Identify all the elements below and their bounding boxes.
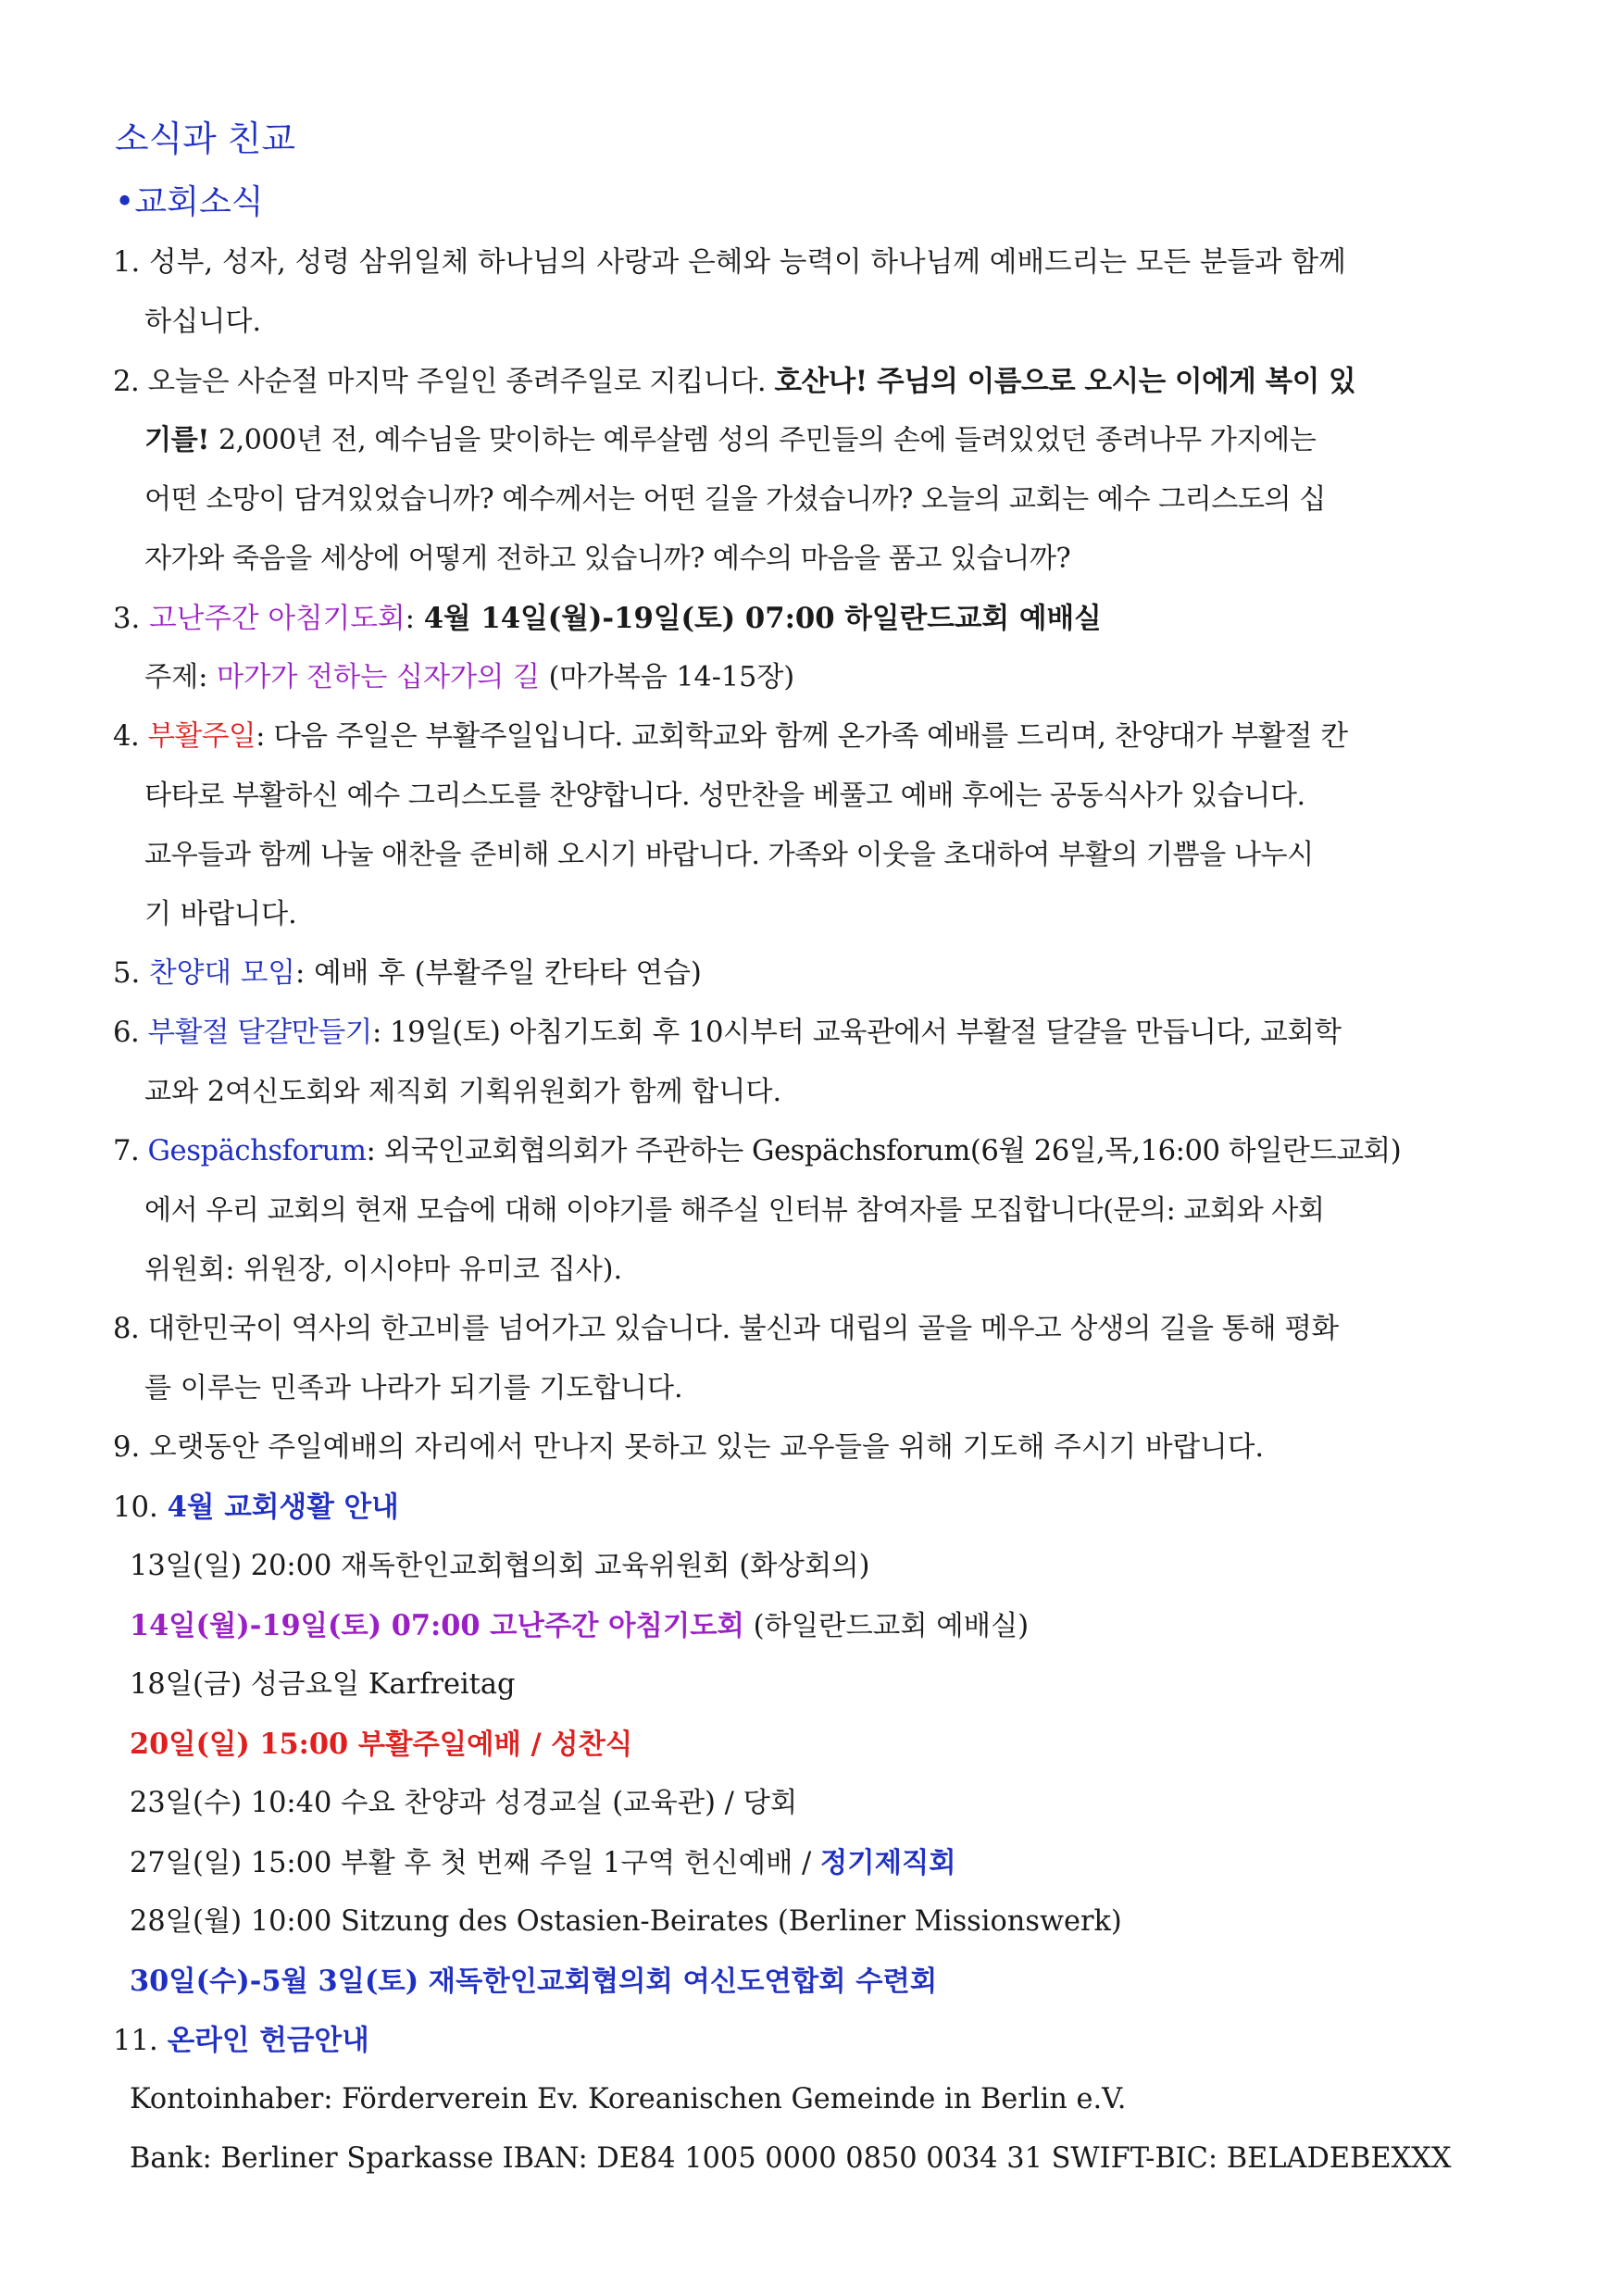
- schedule-entry-text: 27일(일) 15:00 부활 후 첫 번째 주일 1구역 헌신예배 /: [130, 1847, 820, 1879]
- section-title: 소식과 친교: [115, 119, 295, 159]
- schedule-entry-retreat: 30일(수)-5월 3일(토) 재독한인교회협의회 여신도연합회 수련회: [130, 1965, 938, 1998]
- news-item-7-line-2: 에서 우리 교회의 현재 모습에 대해 이야기를 해주실 인터뷰 참여자를 모집합니다(문의: 교회와 사회: [144, 1194, 1325, 1227]
- item-text: 대한민국이 역사의 한고비를 넘어가고 있습니다. 불신과 대립의 골을 메우고 상생의 길을 통해 평화: [147, 1313, 1339, 1345]
- news-item-7-line-3: 위원회: 위원장, 이시야마 유미코 집사).: [144, 1254, 623, 1286]
- news-item-6: [0, 1015, 1623, 1052]
- item-number: 6.: [113, 1017, 140, 1049]
- item-text: : 다음 주일은 부활주일입니다. 교회학교와 함께 온가족 예배를 드리며, 찬양대가 부활절 칸: [256, 720, 1348, 753]
- news-item-4-line-2: 타타로 부활하신 예수 그리스도를 찬양합니다. 성만찬을 베풀고 예배 후에는 공동식사가 있습니다.: [144, 780, 1305, 812]
- news-item-3: [0, 600, 1623, 638]
- item-text-bold: 호산나! 주님의 이름으로 오시는 이에게 복이 있: [774, 365, 1356, 398]
- item-text: 2,000년 전, 예수님을 맞이하는 예루살렘 성의 주민들의 손에 들려있었던 종려나무 가지에는: [218, 424, 1317, 456]
- april-schedule-label: 4월 교회생활 안내: [167, 1491, 399, 1524]
- news-item-8: [0, 1311, 1623, 1348]
- item-number: 1.: [113, 246, 141, 279]
- news-item-4-line-4: 기 바랍니다.: [144, 898, 297, 930]
- news-item-11: [0, 2022, 1623, 2060]
- subsection-title: •교회소식: [115, 182, 264, 221]
- item-text: : 외국인교회협의회가 주관하는 Gespächsforum(6월 26일,목,16:00 하일란드교회): [366, 1135, 1402, 1167]
- item-text: : 예배 후 (부활주일 칸타타 연습): [295, 957, 702, 990]
- item-number: 10.: [113, 1491, 158, 1524]
- schedule-entry: 13일(일) 20:00 재독한인교회협의회 교육위원회 (화상회의): [130, 1550, 870, 1582]
- schedule-entry: [0, 1844, 1623, 1882]
- news-item-1: [0, 244, 1623, 281]
- theme-reference: (마가복음 14-15장): [540, 661, 795, 693]
- item-text-bold: 기를!: [144, 424, 218, 456]
- item-number: 5.: [113, 957, 141, 990]
- news-item-9: [0, 1429, 1623, 1466]
- forum-label: Gespächsforum: [147, 1135, 367, 1167]
- item-number: 2.: [113, 366, 140, 398]
- schedule-entry-location: (하일란드교회 예배실): [743, 1610, 1030, 1642]
- news-item-8-line-2: 를 이루는 민족과 나라가 되기를 기도합니다.: [144, 1372, 683, 1404]
- schedule-entry-easter: 20일(일) 15:00 부활주일예배 / 성찬식: [130, 1728, 633, 1761]
- item-text: : 19일(토) 아침기도회 후 10시부터 교육관에서 부활절 달걀을 만듭니다, 교회학: [371, 1017, 1342, 1049]
- news-item-10: [0, 1489, 1623, 1527]
- news-item-7: [0, 1133, 1623, 1170]
- morning-prayer-label: 고난주간 아침기도회: [149, 603, 406, 635]
- theme-label: 주제:: [144, 661, 217, 693]
- separator: :: [405, 603, 424, 635]
- news-item-4: [0, 718, 1623, 755]
- item-number: 7.: [113, 1135, 140, 1167]
- news-item-4-line-3: 교우들과 함께 나눌 애찬을 준비해 오시기 바랍니다. 가족와 이웃을 초대하여 부활의 기쁨을 나누시: [144, 839, 1314, 871]
- schedule-entry: [0, 1607, 1623, 1645]
- news-item-2-line-3: 어떤 소망이 담겨있었습니까? 예수께서는 어떤 길을 가셨습니까? 오늘의 교회는 예수 그리스도의 십: [144, 483, 1326, 516]
- item-number: 4.: [113, 720, 140, 753]
- item-text: 오늘은 사순절 마지막 주일인 종려주일로 지킵니다.: [147, 366, 775, 398]
- online-offering-label: 온라인 헌금안내: [167, 2024, 369, 2057]
- item-number: 9.: [113, 1431, 141, 1464]
- account-holder: Kontoinhaber: Förderverein Ev. Koreanischen Gemeinde in Berlin e.V.: [130, 2083, 1127, 2115]
- schedule-entry: 18일(금) 성금요일 Karfreitag: [130, 1668, 516, 1701]
- news-item-2-line-2: [0, 422, 1623, 459]
- item-text: 오랫동안 주일예배의 자리에서 만나지 못하고 있는 교우들을 위해 기도해 주시기 바랍니다.: [149, 1431, 1265, 1464]
- news-item-2: [0, 363, 1623, 401]
- item-number: 3.: [113, 603, 141, 635]
- news-item-3-theme: [0, 659, 1623, 696]
- news-item-6-line-2: 교와 2여신도회와 제직회 기획위원회가 함께 합니다.: [144, 1076, 782, 1108]
- news-item-2-line-4: 자가와 죽음을 세상에 어떻게 전하고 있습니까? 예수의 마음을 품고 있습니까?: [144, 543, 1071, 575]
- item-number: 8.: [113, 1313, 140, 1345]
- egg-making-label: 부활절 달걀만들기: [147, 1017, 372, 1049]
- item-text: 성부, 성자, 성령 삼위일체 하나님의 사랑과 은혜와 능력이 하나님께 예배드리는 모든 분들과 함께: [149, 246, 1346, 279]
- morning-prayer-detail: 4월 14일(월)-19일(토) 07:00 하일란드교회 예배실: [423, 602, 1102, 635]
- choir-label: 찬양대 모임: [149, 957, 296, 990]
- schedule-entry-highlight: 정기제직회: [819, 1846, 956, 1879]
- schedule-entry: 28일(월) 10:00 Sitzung des Ostasien-Beirates (Berliner Missionswerk): [130, 1905, 1122, 1938]
- bank-details: Bank: Berliner Sparkasse IBAN: DE84 1005 0000 0850 0034 31 SWIFT-BIC: BELADEBEXXX: [130, 2142, 1452, 2175]
- news-item-5: [0, 955, 1623, 992]
- news-item-1-cont: 하십니다.: [144, 306, 262, 338]
- easter-label: 부활주일: [147, 720, 256, 753]
- schedule-entry-highlight: 14일(월)-19일(토) 07:00 고난주간 아침기도회: [130, 1609, 744, 1642]
- schedule-entry: 23일(수) 10:40 수요 찬양과 성경교실 (교육관) / 당회: [130, 1787, 798, 1819]
- theme-title: 마가가 전하는 십자가의 길: [216, 661, 540, 693]
- item-number: 11.: [113, 2025, 158, 2057]
